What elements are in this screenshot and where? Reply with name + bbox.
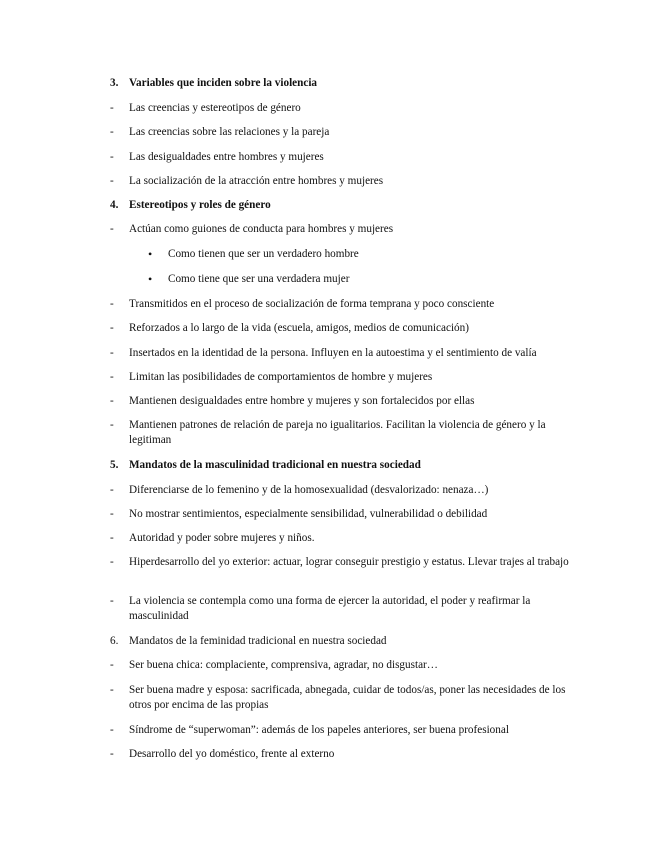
list-item-text: La violencia se contempla como una forma de ejercer la autoridad, el poder y reafirmar la masculinidad: [129, 595, 531, 622]
dash-marker: -: [110, 419, 114, 431]
list-item-text: Ser buena chica: complaciente, comprensiva, agradar, no disgustar…: [129, 659, 438, 671]
sub-list-item: [148, 272, 578, 287]
list-item-text: Mantienen patrones de relación de pareja no igualitarios. Facilitan la violencia de género y la legitiman: [129, 419, 546, 446]
list-item-text: Limitan las posibilidades de comportamientos de hombre y mujeres: [129, 371, 433, 383]
list-item: [110, 531, 580, 546]
list-item: [110, 370, 580, 385]
list-item: [110, 483, 580, 498]
dash-marker: -: [110, 322, 114, 334]
list-item: [110, 174, 580, 189]
dash-marker: -: [110, 223, 114, 235]
list-item: [110, 723, 580, 738]
list-item-text: Desarrollo del yo doméstico, frente al externo: [129, 748, 335, 760]
section-title: Variables que inciden sobre la violencia: [129, 77, 318, 89]
list-item-text: Actúan como guiones de conducta para hombres y mujeres: [129, 223, 394, 235]
section-heading-6: [110, 634, 580, 649]
list-item: [110, 150, 580, 165]
list-item: [110, 101, 580, 116]
list-item-text: Autoridad y poder sobre mujeres y niños.: [129, 532, 315, 544]
dash-marker: -: [110, 659, 114, 671]
list-item: [110, 683, 580, 713]
list-item-text: Las desigualdades entre hombres y mujeres: [129, 151, 324, 163]
dash-marker: -: [110, 126, 114, 138]
dash-marker: -: [110, 298, 114, 310]
list-item-text: No mostrar sentimientos, especialmente sensibilidad, vulnerabilidad o debilidad: [129, 508, 488, 520]
list-item-text: Mantienen desigualdades entre hombre y mujeres y son fortalecidos por ellas: [129, 395, 475, 407]
list-item: [110, 507, 580, 522]
list-item-text: Reforzados a lo largo de la vida (escuela, amigos, medios de comunicación): [129, 322, 469, 334]
list-item-text: Transmitidos en el proceso de socialización de forma temprana y poco consciente: [129, 298, 495, 310]
dash-marker: -: [110, 595, 114, 607]
section-number: 6.: [110, 635, 119, 647]
list-item: [110, 297, 580, 312]
section-number: 4.: [110, 199, 119, 211]
dash-marker: -: [110, 484, 114, 496]
list-item: [110, 555, 580, 570]
list-item-text: Como tiene que ser una verdadera mujer: [168, 273, 350, 285]
section-title: Estereotipos y roles de género: [129, 199, 271, 211]
list-item: [110, 321, 580, 336]
dash-marker: -: [110, 684, 114, 696]
list-item: [110, 125, 580, 140]
dash-marker: -: [110, 532, 114, 544]
list-item: [110, 418, 580, 448]
dash-marker: -: [110, 151, 114, 163]
list-item-text: Como tienen que ser un verdadero hombre: [168, 248, 359, 260]
list-item-text: Insertados en la identidad de la persona. Influyen en la autoestima y el sentimiento de valía: [129, 347, 537, 359]
list-item-text: Las creencias y estereotipos de género: [129, 102, 301, 114]
bullet-icon: •: [148, 247, 153, 261]
bullet-icon: •: [148, 272, 153, 286]
dash-marker: -: [110, 508, 114, 520]
section-title: Mandatos de la feminidad tradicional en nuestra sociedad: [129, 635, 387, 647]
section-heading-4: [110, 198, 580, 213]
list-item: [110, 594, 580, 624]
section-heading-3: [110, 76, 580, 91]
list-item-text: La socialización de la atracción entre hombres y mujeres: [129, 175, 384, 187]
dash-marker: -: [110, 724, 114, 736]
list-item: [110, 747, 580, 762]
section-number: 3.: [110, 77, 119, 89]
list-item-text: Las creencias sobre las relaciones y la pareja: [129, 126, 330, 138]
list-item-text: Diferenciarse de lo femenino y de la homosexualidad (desvalorizado: nenaza…): [129, 484, 489, 496]
dash-marker: -: [110, 102, 114, 114]
list-item-text: Hiperdesarrollo del yo exterior: actuar, lograr conseguir prestigio y estatus. Llevar trajes al trabajo: [129, 556, 569, 568]
list-item: [110, 346, 580, 361]
list-item: [110, 222, 580, 237]
list-item: [110, 658, 580, 673]
dash-marker: -: [110, 748, 114, 760]
dash-marker: -: [110, 347, 114, 359]
list-item: [110, 394, 580, 409]
section-number: 5.: [110, 459, 119, 471]
list-item-text: Ser buena madre y esposa: sacrificada, abnegada, cuidar de todos/as, poner las necesidades de los otros por encima de las propias: [129, 684, 566, 711]
list-item-text: Síndrome de “superwoman”: además de los papeles anteriores, ser buena profesional: [129, 724, 509, 736]
dash-marker: -: [110, 556, 114, 568]
dash-marker: -: [110, 175, 114, 187]
dash-marker: -: [110, 395, 114, 407]
section-heading-5: [110, 458, 580, 473]
section-title: Mandatos de la masculinidad tradicional en nuestra sociedad: [129, 459, 421, 471]
sub-list-item: [148, 247, 578, 262]
dash-marker: -: [110, 371, 114, 383]
